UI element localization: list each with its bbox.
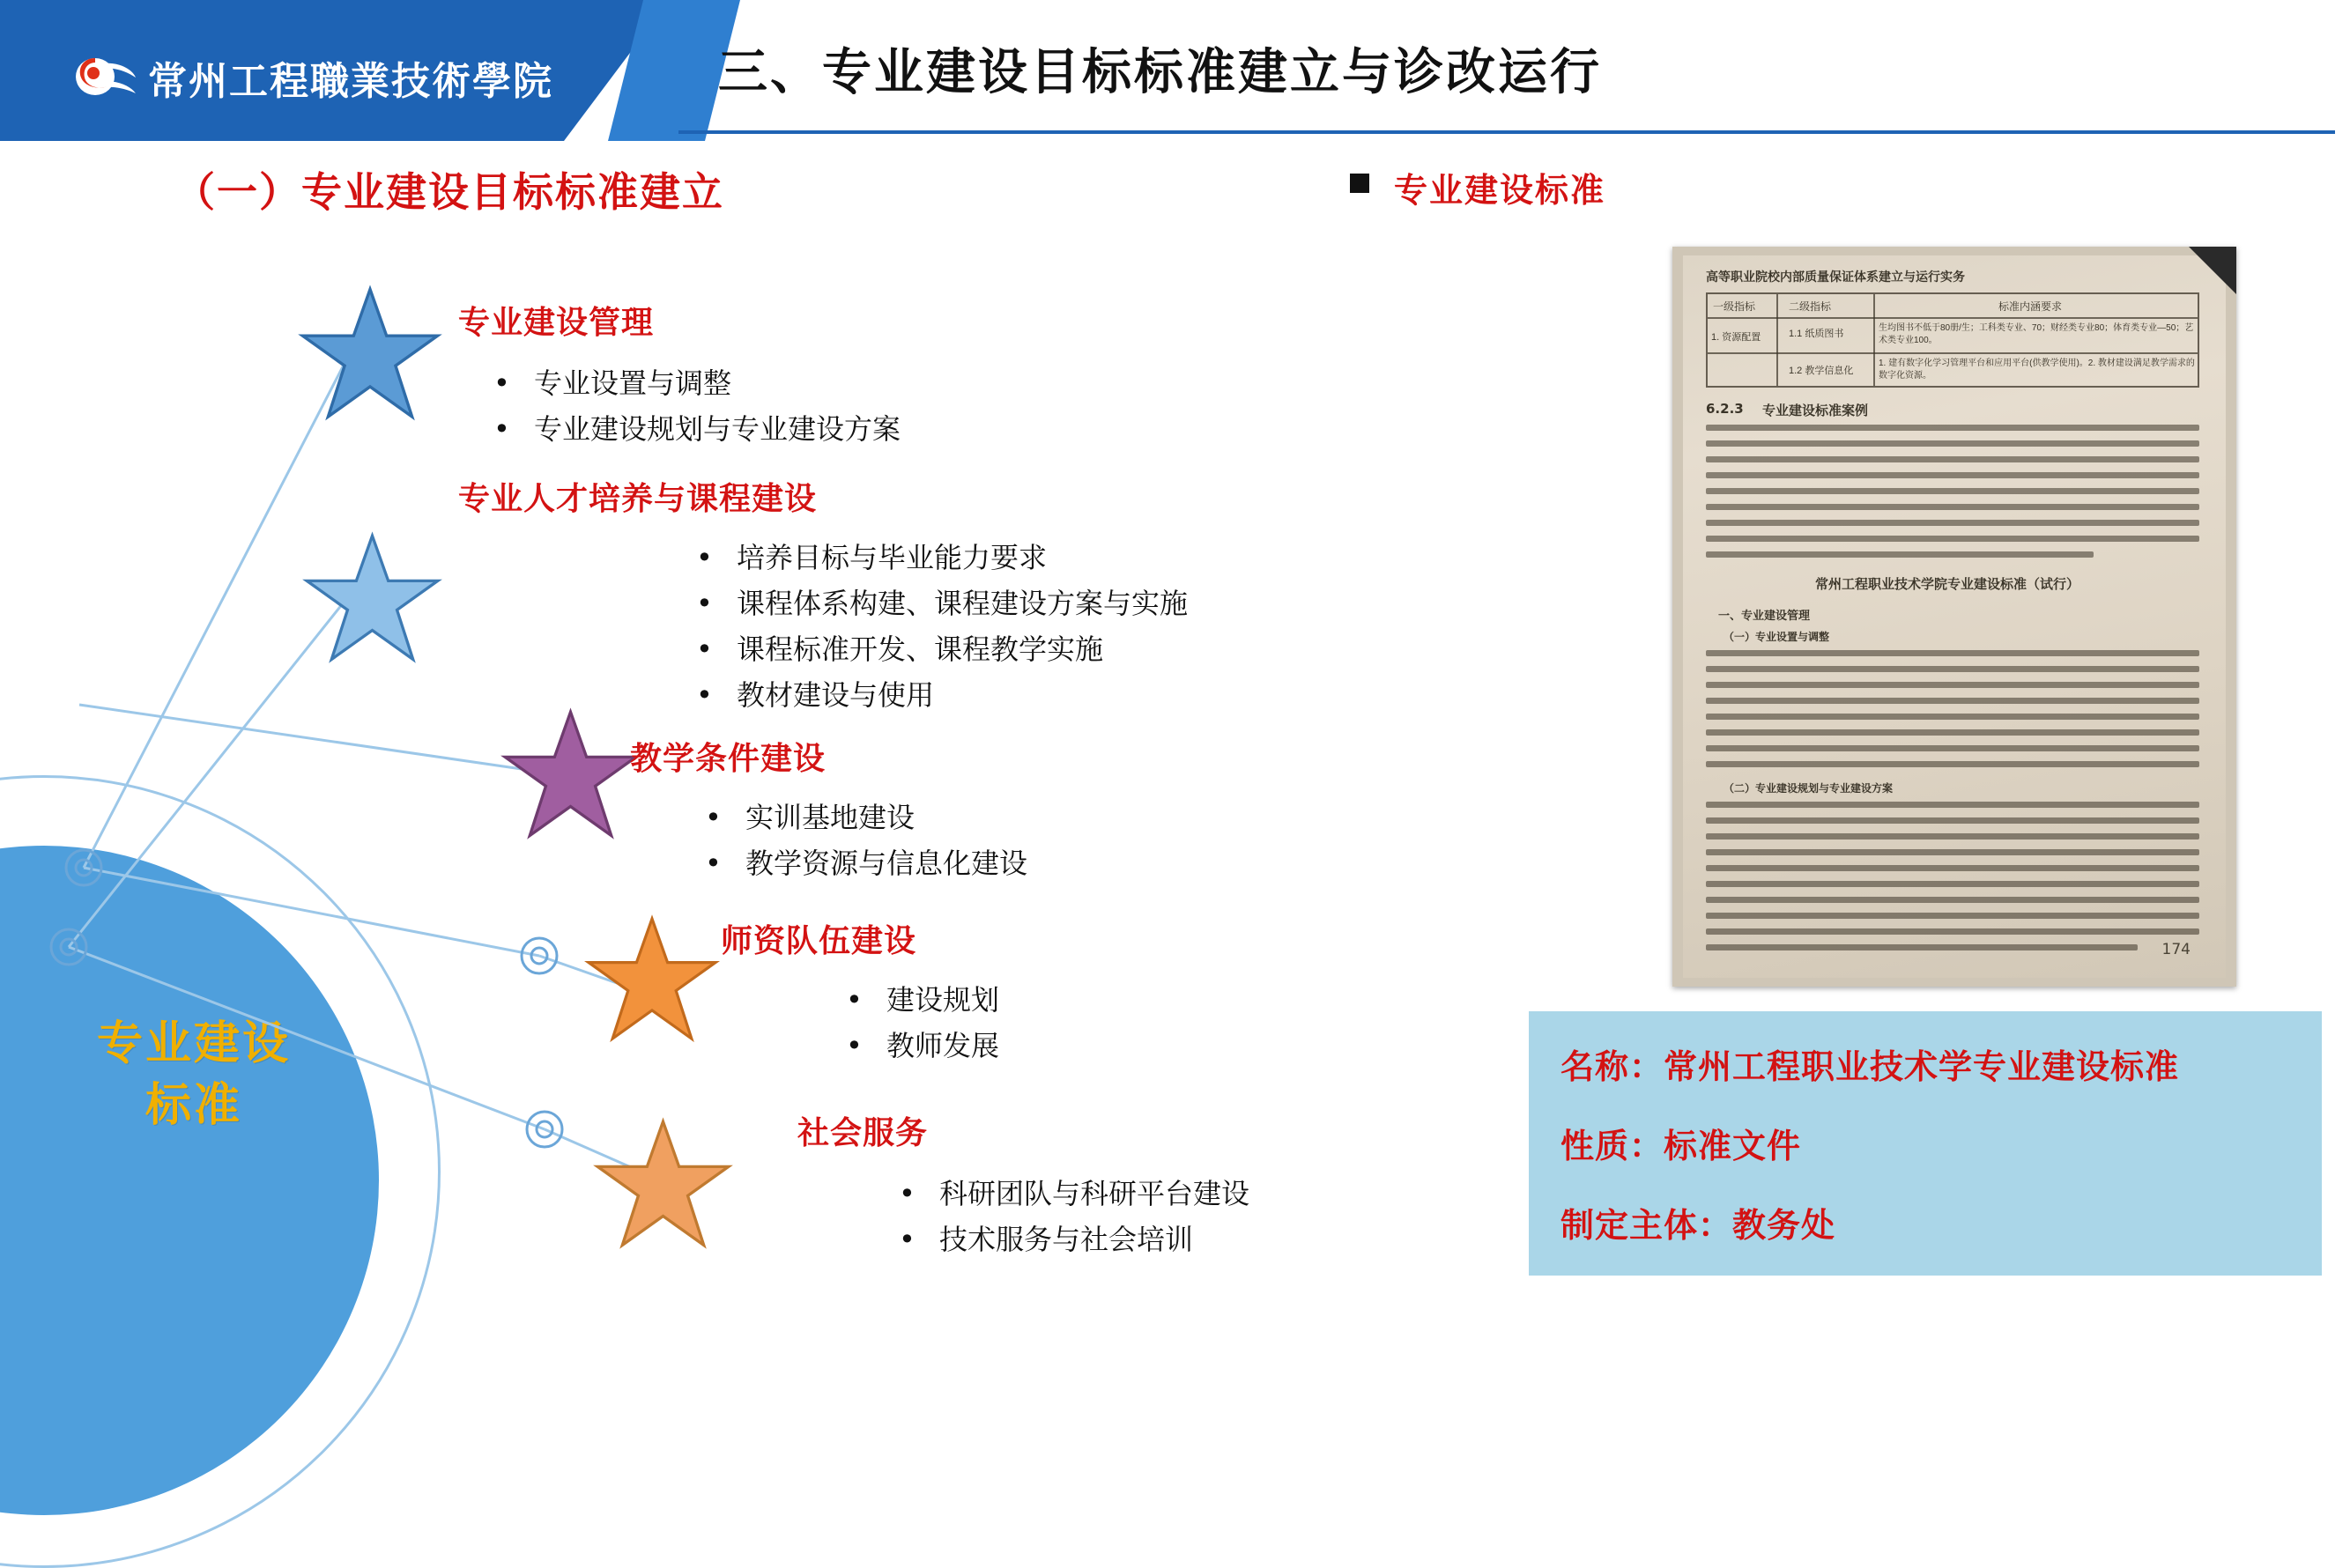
document-section-title: 专业建设标准案例 bbox=[1762, 403, 1869, 418]
institution-name: 常州工程職業技術學院 bbox=[148, 59, 553, 104]
info-value-nature: 标准文件 bbox=[1664, 1127, 1802, 1165]
document-table bbox=[1706, 292, 2199, 388]
hub-label-line1: 专业建设 bbox=[96, 1017, 291, 1070]
group-item: • 实训基地建设 bbox=[705, 801, 916, 834]
group-item: • 专业设置与调整 bbox=[493, 366, 732, 400]
photo-corner-shadow bbox=[2189, 247, 2236, 294]
group-item: • 课程体系构建、课程建设方案与实施 bbox=[696, 587, 1189, 620]
table-cell: 1.2 教学信息化 bbox=[1789, 366, 1854, 376]
table-cell: 1.1 纸质图书 bbox=[1789, 329, 1844, 339]
document-page-number: 174 bbox=[2161, 941, 2191, 958]
table-cell: 1. 建有数字化学习管理平台和应用平台(供教学使用)。2. 教材建设满足教学需求的数字化资源。 bbox=[1879, 359, 2195, 381]
star-icon-blue-1 bbox=[291, 282, 449, 436]
document-subheading-1: 一、专业建设管理 bbox=[1718, 610, 1811, 623]
star-icon-blue-2 bbox=[295, 529, 449, 678]
group-item: • 培养目标与毕业能力要求 bbox=[696, 541, 1048, 574]
info-row-name bbox=[1560, 1039, 2179, 1088]
standard-info-box bbox=[1529, 1011, 2322, 1276]
document-section-number: 6.2.3 bbox=[1706, 401, 1744, 417]
group-heading-4: 师资队伍建设 bbox=[721, 923, 917, 959]
hub-label-line2: 标准 bbox=[145, 1079, 242, 1133]
info-value-name: 常州工程职业技术学专业建设标准 bbox=[1664, 1047, 2180, 1086]
swirl-logo-icon bbox=[72, 51, 137, 102]
document-title: 常州工程职业技术学院专业建设标准（试行） bbox=[1815, 576, 2080, 592]
slide-header bbox=[0, 0, 2350, 141]
info-value-owner: 教务处 bbox=[1732, 1206, 1836, 1245]
group-item: • 教学资源与信息化建设 bbox=[705, 847, 1028, 880]
group-item: • 教材建设与使用 bbox=[696, 678, 935, 712]
group-heading-1: 专业建设管理 bbox=[458, 305, 655, 341]
star-icon-orange-1 bbox=[577, 912, 727, 1057]
table-header-cell: 一级指标 bbox=[1713, 300, 1756, 313]
info-label-owner: 制定主体： bbox=[1560, 1206, 1733, 1245]
left-section-title: （一）专业建设目标标准建立 bbox=[174, 168, 724, 216]
table-header-cell: 二级指标 bbox=[1789, 300, 1832, 313]
header-underline bbox=[678, 130, 2335, 134]
group-heading-5: 社会服务 bbox=[797, 1115, 929, 1151]
table-header-cell: 标准内涵要求 bbox=[1998, 300, 2063, 313]
group-item: • 技术服务与社会培训 bbox=[899, 1223, 1194, 1256]
hub-label bbox=[48, 1013, 339, 1136]
slide-title: 三、专业建设目标标准建立与诊改运行 bbox=[718, 44, 1602, 101]
square-bullet-icon bbox=[1350, 174, 1369, 193]
star-icon-purple bbox=[493, 705, 648, 854]
group-item: • 建设规划 bbox=[846, 983, 1000, 1017]
group-item: • 教师发展 bbox=[846, 1029, 1000, 1062]
right-section-title: 专业建设标准 bbox=[1394, 171, 1606, 210]
star-icon-orange-2 bbox=[586, 1114, 740, 1264]
table-cell: 生均图书不低于80册/生；工科类专业、70；财经类专业80；体育类专业—50；艺术类专业100。 bbox=[1879, 323, 2194, 345]
scanned-standard-document-photo bbox=[1672, 247, 2236, 987]
info-label-nature: 性质： bbox=[1560, 1127, 1664, 1165]
document-page bbox=[1683, 255, 2226, 978]
group-heading-2: 专业人才培养与课程建设 bbox=[458, 481, 818, 517]
document-subheading-3: （二）专业建设规划与专业建设方案 bbox=[1724, 782, 1894, 795]
group-item: • 科研团队与科研平台建设 bbox=[899, 1177, 1250, 1210]
table-cell: 1. 资源配置 bbox=[1711, 332, 1761, 343]
document-subheading-2: （一）专业设置与调整 bbox=[1724, 631, 1830, 643]
info-row-owner bbox=[1560, 1198, 1835, 1246]
group-item: • 专业建设规划与专业建设方案 bbox=[493, 412, 901, 446]
info-row-nature bbox=[1560, 1119, 1801, 1167]
group-item: • 课程标准开发、课程教学实施 bbox=[696, 632, 1104, 666]
document-running-header: 高等职业院校内部质量保证体系建立与运行实务 bbox=[1706, 270, 1965, 285]
group-heading-3: 教学条件建设 bbox=[630, 741, 827, 777]
info-label-name: 名称： bbox=[1560, 1047, 1664, 1086]
